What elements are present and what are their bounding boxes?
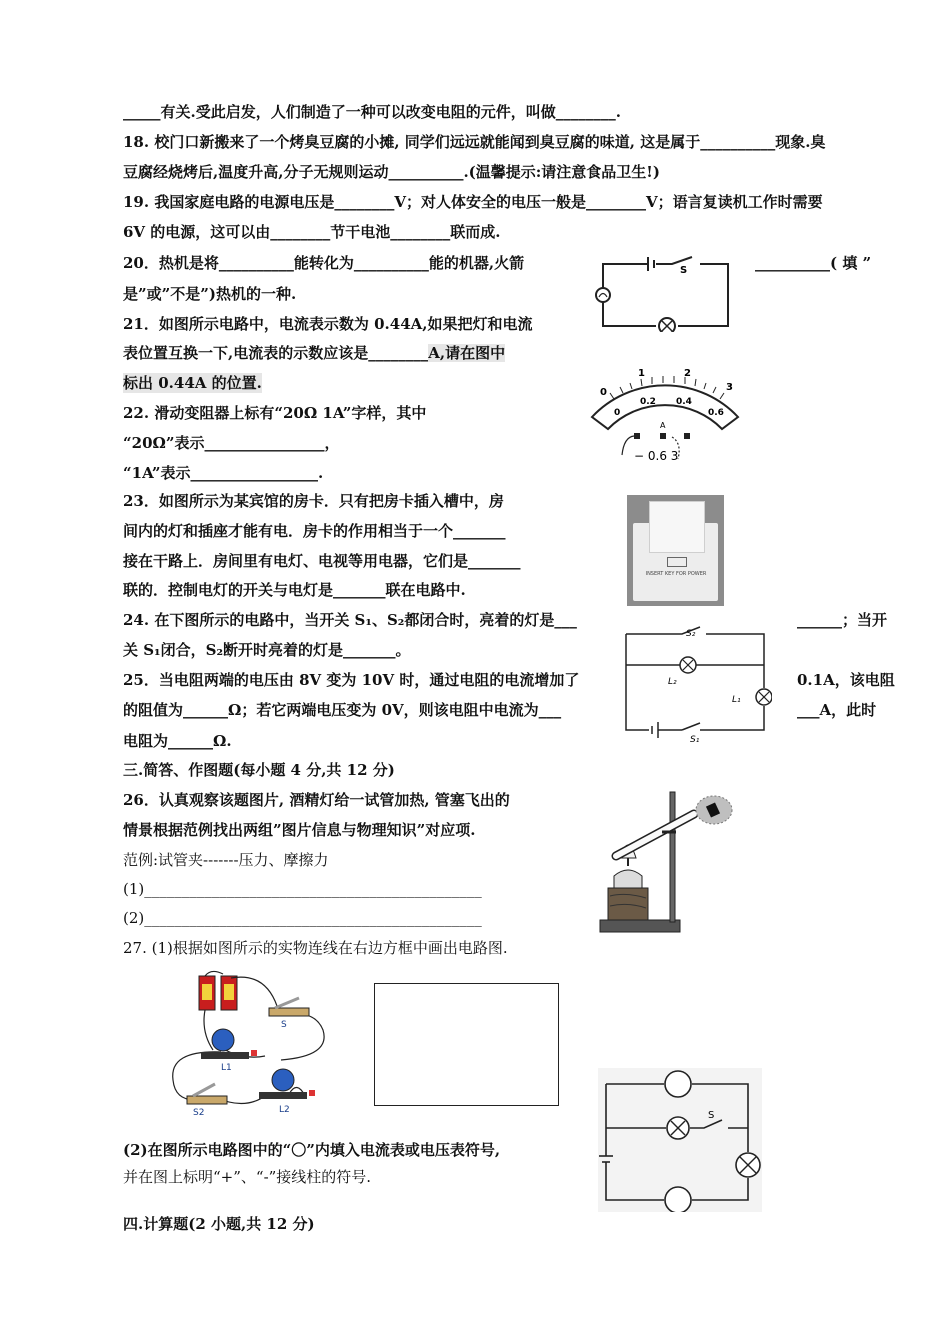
- switch-s2: [187, 1084, 227, 1104]
- meter-tick-1: 1: [638, 368, 645, 379]
- section-3-heading: 三.简答、作图题(每小题 4 分,共 12 分): [123, 761, 395, 779]
- meter-terminals: − 0.6 3: [634, 449, 679, 463]
- line-q17-end: _____有关.受此启发，人们制造了一种可以改变电阻的元件，叫做________.: [123, 103, 621, 121]
- line-q21-c: 标出 0.44A 的位置.: [123, 374, 262, 392]
- line-q27-a: 27. (1)根据如图所示的实物连线在右边方框中画出电路图.: [123, 939, 508, 957]
- test-tube-heating-picture: [596, 788, 736, 936]
- answer-drawing-box[interactable]: [374, 983, 559, 1106]
- line-q21-a: 21．如图所示电路中，电流表示数为 0.44A,如果把灯和电流: [123, 315, 533, 333]
- circuit-diagram-q21: [588, 252, 738, 332]
- battery-pack: [199, 976, 237, 1010]
- meter-sub-3: 0.6: [708, 408, 724, 418]
- physical-wiring-picture: [165, 970, 340, 1120]
- line-q25-a: 25．当电阻两端的电压由 8V 变为 10V 时，通过电阻的电流增加了: [123, 671, 580, 689]
- line-q26-c: 范例:试管夹-------压力、摩擦力: [123, 851, 329, 869]
- line-q23-b: 间内的灯和插座才能有电．房卡的作用相当于一个_______: [123, 522, 506, 540]
- line-q25-a-right: 0.1A，该电阻: [797, 671, 895, 689]
- line-q18-b: 豆腐经烧烤后,温度升高,分子无规则运动__________.(温馨提示:请注意食品卫生!): [123, 163, 660, 181]
- phys-switch-s2-label: S2: [193, 1108, 205, 1118]
- line-q24-a-right: ______；当开: [797, 611, 888, 629]
- line-q18-a: 18. 校门口新搬来了一个烤臭豆腐的小摊, 同学们远远就能闻到臭豆腐的味道, 这是属于__________现象.臭: [123, 133, 826, 151]
- line-q20-a: 20．热机是将__________能转化为__________能的机器,火箭: [123, 254, 525, 272]
- circuit-diagram-q24: [622, 622, 772, 742]
- phys-lamp-l1-label: L1: [221, 1063, 232, 1073]
- line-q25-b-right: ___A，此时: [797, 701, 877, 719]
- line-q27-b: (2)在图所示电路图中的“〇”内填入电流表或电压表符号,: [123, 1141, 501, 1159]
- meter-tick-0: 0: [600, 387, 607, 398]
- line-q23-a: 23．如图所示为某宾馆的房卡．只有把房卡插入槽中，房: [123, 492, 504, 510]
- switch-s1-label: S₁: [690, 735, 700, 742]
- room-card: [649, 501, 705, 553]
- lamp-l2: [259, 1069, 315, 1099]
- line-q27-c: 并在图上标明“+”、“-”接线柱的符号.: [123, 1168, 372, 1186]
- phys-lamp-l2-label: L2: [279, 1105, 290, 1115]
- meter-unit: A: [660, 421, 666, 430]
- switch-label: S: [680, 265, 688, 276]
- line-q26-a: 26．认真观察该题图片, 酒精灯给一试管加热, 管塞飞出的: [123, 791, 510, 809]
- line-q22-c: “1A”表示_________________.: [123, 464, 324, 482]
- line-q23-d: 联的．控制电灯的开关与电灯是_______联在电路中.: [123, 581, 466, 599]
- line-q20-a-right: __________( 填 ”: [755, 254, 872, 272]
- phys-switch-s-label: S: [281, 1020, 287, 1030]
- c27-switch-label: S: [708, 1110, 715, 1121]
- line-q21-b-1: 表位置互换一下,电流表的示数应该是________: [123, 344, 429, 362]
- card-arrow-icon: [667, 557, 687, 567]
- line-q25-b: 的阻值为______Ω；若它两端电压变为 0V，则该电阻中电流为___: [123, 701, 562, 719]
- line-q24-b: 关 S₁闭合，S₂断开时亮着的灯是_______。: [123, 641, 411, 659]
- line-q21-b: [123, 343, 505, 363]
- line-q20-b: 是”或”不是”)热机的一种.: [123, 285, 297, 303]
- line-q23-c: 接在干路上．房间里有电灯、电视等用电器，它们是_______: [123, 552, 521, 570]
- section-4-heading: 四.计算题(2 小题,共 12 分): [123, 1215, 315, 1233]
- line-q22-b: “20Ω”表示________________，: [123, 434, 340, 452]
- circuit-diagram-q27: [598, 1068, 762, 1212]
- switch-s2-label: S₂: [686, 629, 696, 639]
- line-q26-b: 情景根据范例找出两组”图片信息与物理知识”对应项.: [123, 821, 476, 839]
- line-q19-b: 6V 的电源，这可以由________节干电池________联而成.: [123, 223, 501, 241]
- line-q24-a: 24. 在下图所示的电路中，当开关 S₁、S₂都闭合时，亮着的灯是___: [123, 611, 577, 629]
- line-q21-b-2: A,请在图中: [428, 344, 506, 362]
- line-q19-a: 19. 我国家庭电路的电源电压是________V；对人体安全的电压一般是________V；语言复读机工作时需要: [123, 193, 823, 211]
- ammeter-dial: [586, 357, 746, 467]
- meter-sub-2: 0.4: [676, 397, 692, 407]
- lamp-l2-label: L₂: [668, 677, 677, 687]
- meter-sub-1: 0.2: [640, 397, 656, 407]
- card-slot-text: INSERT KEY FOR POWER: [645, 571, 707, 577]
- line-q26-e: (2)_____________________________________________: [123, 909, 482, 927]
- line-q26-d: (1)_____________________________________________: [123, 880, 482, 898]
- meter-tick-3: 3: [726, 382, 733, 393]
- meter-sub-0: 0: [614, 408, 621, 418]
- meter-tick-2: 2: [684, 368, 691, 379]
- lamp-l1-label: L₁: [732, 695, 741, 705]
- line-q25-c: 电阻为______Ω.: [123, 732, 232, 750]
- line-q22-a: 22. 滑动变阻器上标有“20Ω 1A”字样，其中: [123, 404, 427, 422]
- room-card-photo: [627, 495, 724, 606]
